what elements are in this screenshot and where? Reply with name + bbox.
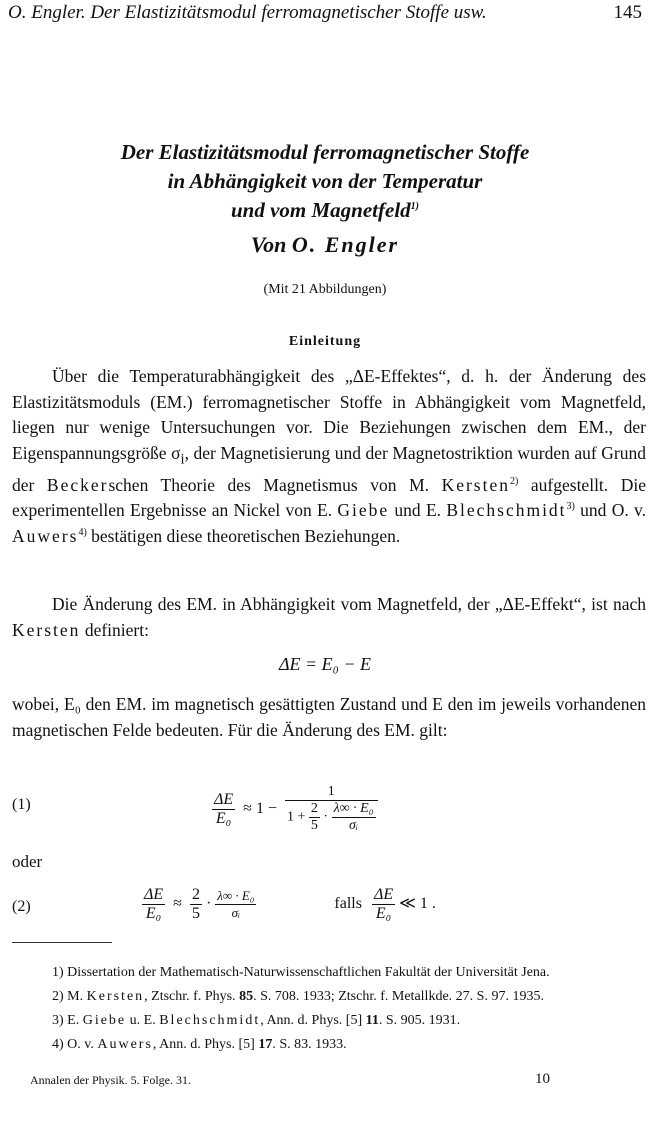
equation-delta-e: ΔE = E₀ − E	[278, 654, 372, 674]
p1-name-giebe: Giebe	[337, 500, 390, 520]
signature-mark: 10	[535, 1071, 550, 1087]
eq2-five: 5	[191, 905, 200, 922]
p1-text-f: und O. v.	[574, 500, 646, 520]
fn3-b: u. E.	[126, 1013, 160, 1028]
p1-text-a: Über die Temperaturabhängigkeit des „ΔE-Effektes“, d. h. der Änderung des Elastizitätsmoduls (EM.) ferromagnetischer Stoffe in Abhängigkeit vom Magnetfeld, liegen nur wenige Untersuchungen vor. Die Beziehungen zwischen dem EM., der Eigenspannungsgröße σ	[12, 366, 646, 463]
running-title: O. Engler. Der Elastizitätsmodul ferromagnetischer Stoffe usw.	[8, 2, 487, 23]
fn2-b: , Ztschr. f. Phys.	[144, 989, 240, 1004]
p1-footnote-2[interactable]: 2)	[510, 475, 519, 487]
eq2-two: 2	[191, 886, 200, 903]
equation-1	[212, 784, 378, 834]
p1-name-auwers: Auwers	[12, 525, 79, 546]
p1-name-becker: Becker	[46, 474, 109, 495]
fn3-c: , Ann. d. Phys. [5]	[260, 1013, 366, 1028]
p1-footnote-4[interactable]: 4)	[78, 526, 87, 538]
eq1-den-prefix: 1 +	[286, 809, 306, 825]
eq2-cond-den: E₀	[375, 905, 392, 922]
p1-name-blechschmidt: Blechschmidt	[446, 500, 567, 520]
eq2-lambda-fraction	[215, 888, 256, 921]
page-number: 145	[613, 2, 642, 23]
author-line	[0, 232, 650, 258]
p2-text-b: definiert:	[80, 619, 149, 640]
title-line-3	[0, 196, 650, 225]
p1-sub-i: i	[180, 451, 185, 467]
title-line-2: in Abhängigkeit von der Temperatur	[167, 169, 483, 193]
fn4-name: Auwers	[97, 1037, 153, 1052]
fn3-a: 3) E.	[52, 1013, 83, 1028]
oder-text: oder	[12, 852, 43, 871]
p1-text-g: bestätigen diese theoretischen Beziehungen.	[86, 525, 401, 546]
eq2-two-fifths	[190, 886, 202, 923]
fn3-vol: 11	[365, 1013, 379, 1028]
fn3-d: . S. 905. 1931.	[378, 1013, 461, 1028]
equation-1-number: (1)	[12, 796, 31, 813]
eq1-five: 5	[310, 818, 318, 833]
eq1-dot: ·	[323, 809, 329, 825]
eq1-big-fraction	[285, 784, 378, 834]
fn4-a: 4) O. v.	[52, 1037, 98, 1052]
eq1-two-fifths	[309, 801, 320, 834]
eq1-lambda-num: λ∞ · E₀	[333, 801, 374, 816]
eq1-big-num: 1	[285, 784, 378, 801]
running-header	[8, 2, 642, 26]
eq2-cond-rel: ≪ 1 .	[399, 895, 436, 913]
paragraph-definition	[12, 592, 646, 643]
fn3-name-1: Giebe	[82, 1013, 127, 1028]
author-name: O. Engler	[291, 232, 400, 257]
article-title	[0, 138, 650, 225]
title-line-3-text: und vom Magnetfeld	[230, 198, 411, 222]
p1-text-d: aufgestellt. Die experimentellen Ergebnisse an Nickel von E.	[12, 474, 646, 520]
footnote-4	[12, 1034, 646, 1056]
eq2-approx: ≈	[173, 895, 182, 913]
journal-citation: Annalen der Physik. 5. Folge. 31.	[30, 1073, 191, 1087]
fn4-c: . S. 83. 1933.	[272, 1037, 347, 1052]
eq1-approx: ≈ 1 −	[243, 799, 277, 817]
p2-text-a: Die Änderung des EM. in Abhängigkeit vom Magnetfeld, der „ΔE-Effekt“, ist nach	[52, 594, 646, 614]
footnotes	[12, 962, 646, 1058]
p1-text-e: und E.	[389, 500, 447, 520]
eq1-big-den	[285, 801, 378, 834]
footnote-1: 1) Dissertation der Mathematisch-Naturwissenschaftlichen Fakultät der Universität Jena.	[52, 965, 550, 980]
figures-note: (Mit 21 Abbildungen)	[263, 282, 387, 297]
eq1-lambda-fraction	[332, 801, 376, 834]
equation-2-number: (2)	[12, 898, 31, 915]
p1-text-b: , der Magnetisierung und der Magnetostriktion wurden auf Grund der	[12, 442, 646, 495]
eq1-lambda-den: σᵢ	[348, 818, 359, 833]
paragraph-where: wobei, E₀ den EM. im magnetisch gesättigten Zustand und E den im jeweils vorhandenen magnetischen Felde bedeuten. Für die Änderung des EM. gilt:	[12, 694, 646, 740]
eq2-lhs-num: ΔE	[144, 886, 164, 903]
eq2-lhs-fraction	[142, 886, 165, 923]
footnote-divider	[12, 942, 112, 943]
eq2-lambda-num: λ∞ · E₀	[217, 888, 255, 903]
page-footer	[30, 1073, 550, 1093]
title-line-1: Der Elastizitätsmodul ferromagnetischer Stoffe	[120, 140, 530, 164]
eq2-lhs-den: E₀	[145, 905, 162, 922]
eq2-cond-num: ΔE	[373, 886, 394, 903]
eq2-lambda-den: σᵢ	[231, 905, 241, 920]
fn4-b: , Ann. d. Phys. [5]	[152, 1037, 259, 1052]
equation-2	[142, 886, 436, 923]
fn2-a: 2) M.	[52, 989, 87, 1004]
fn3-name-2: Blechschmidt	[159, 1013, 261, 1028]
p2-name-kersten: Kersten	[12, 619, 81, 640]
eq1-two: 2	[310, 801, 318, 816]
title-footnote-mark[interactable]: 1)	[410, 201, 419, 212]
p1-text-c: schen Theorie des Magnetismus von M.	[108, 474, 442, 495]
author-prefix: Von	[250, 232, 287, 257]
fn4-vol: 17	[258, 1037, 273, 1052]
fn2-c: . S. 708. 1933; Ztschr. f. Metallkde. 27. S. 97. 1935.	[253, 989, 544, 1004]
paragraph-intro	[12, 364, 646, 549]
footnote-3	[12, 1010, 646, 1032]
section-heading: Einleitung	[288, 334, 362, 349]
p1-name-kersten: Kersten	[441, 474, 510, 495]
fn2-name: Kersten	[86, 989, 145, 1004]
eq1-lhs-den: E₀	[215, 809, 232, 827]
footnote-2	[12, 986, 646, 1008]
eq2-falls: falls	[334, 895, 362, 913]
eq2-cond-fraction	[372, 886, 395, 923]
eq2-dot: ·	[205, 895, 212, 913]
eq1-lhs-num: ΔE	[214, 790, 234, 808]
fn2-vol: 85	[239, 989, 254, 1004]
eq1-lhs-fraction	[212, 791, 235, 828]
p1-footnote-3[interactable]: 3)	[566, 501, 575, 513]
